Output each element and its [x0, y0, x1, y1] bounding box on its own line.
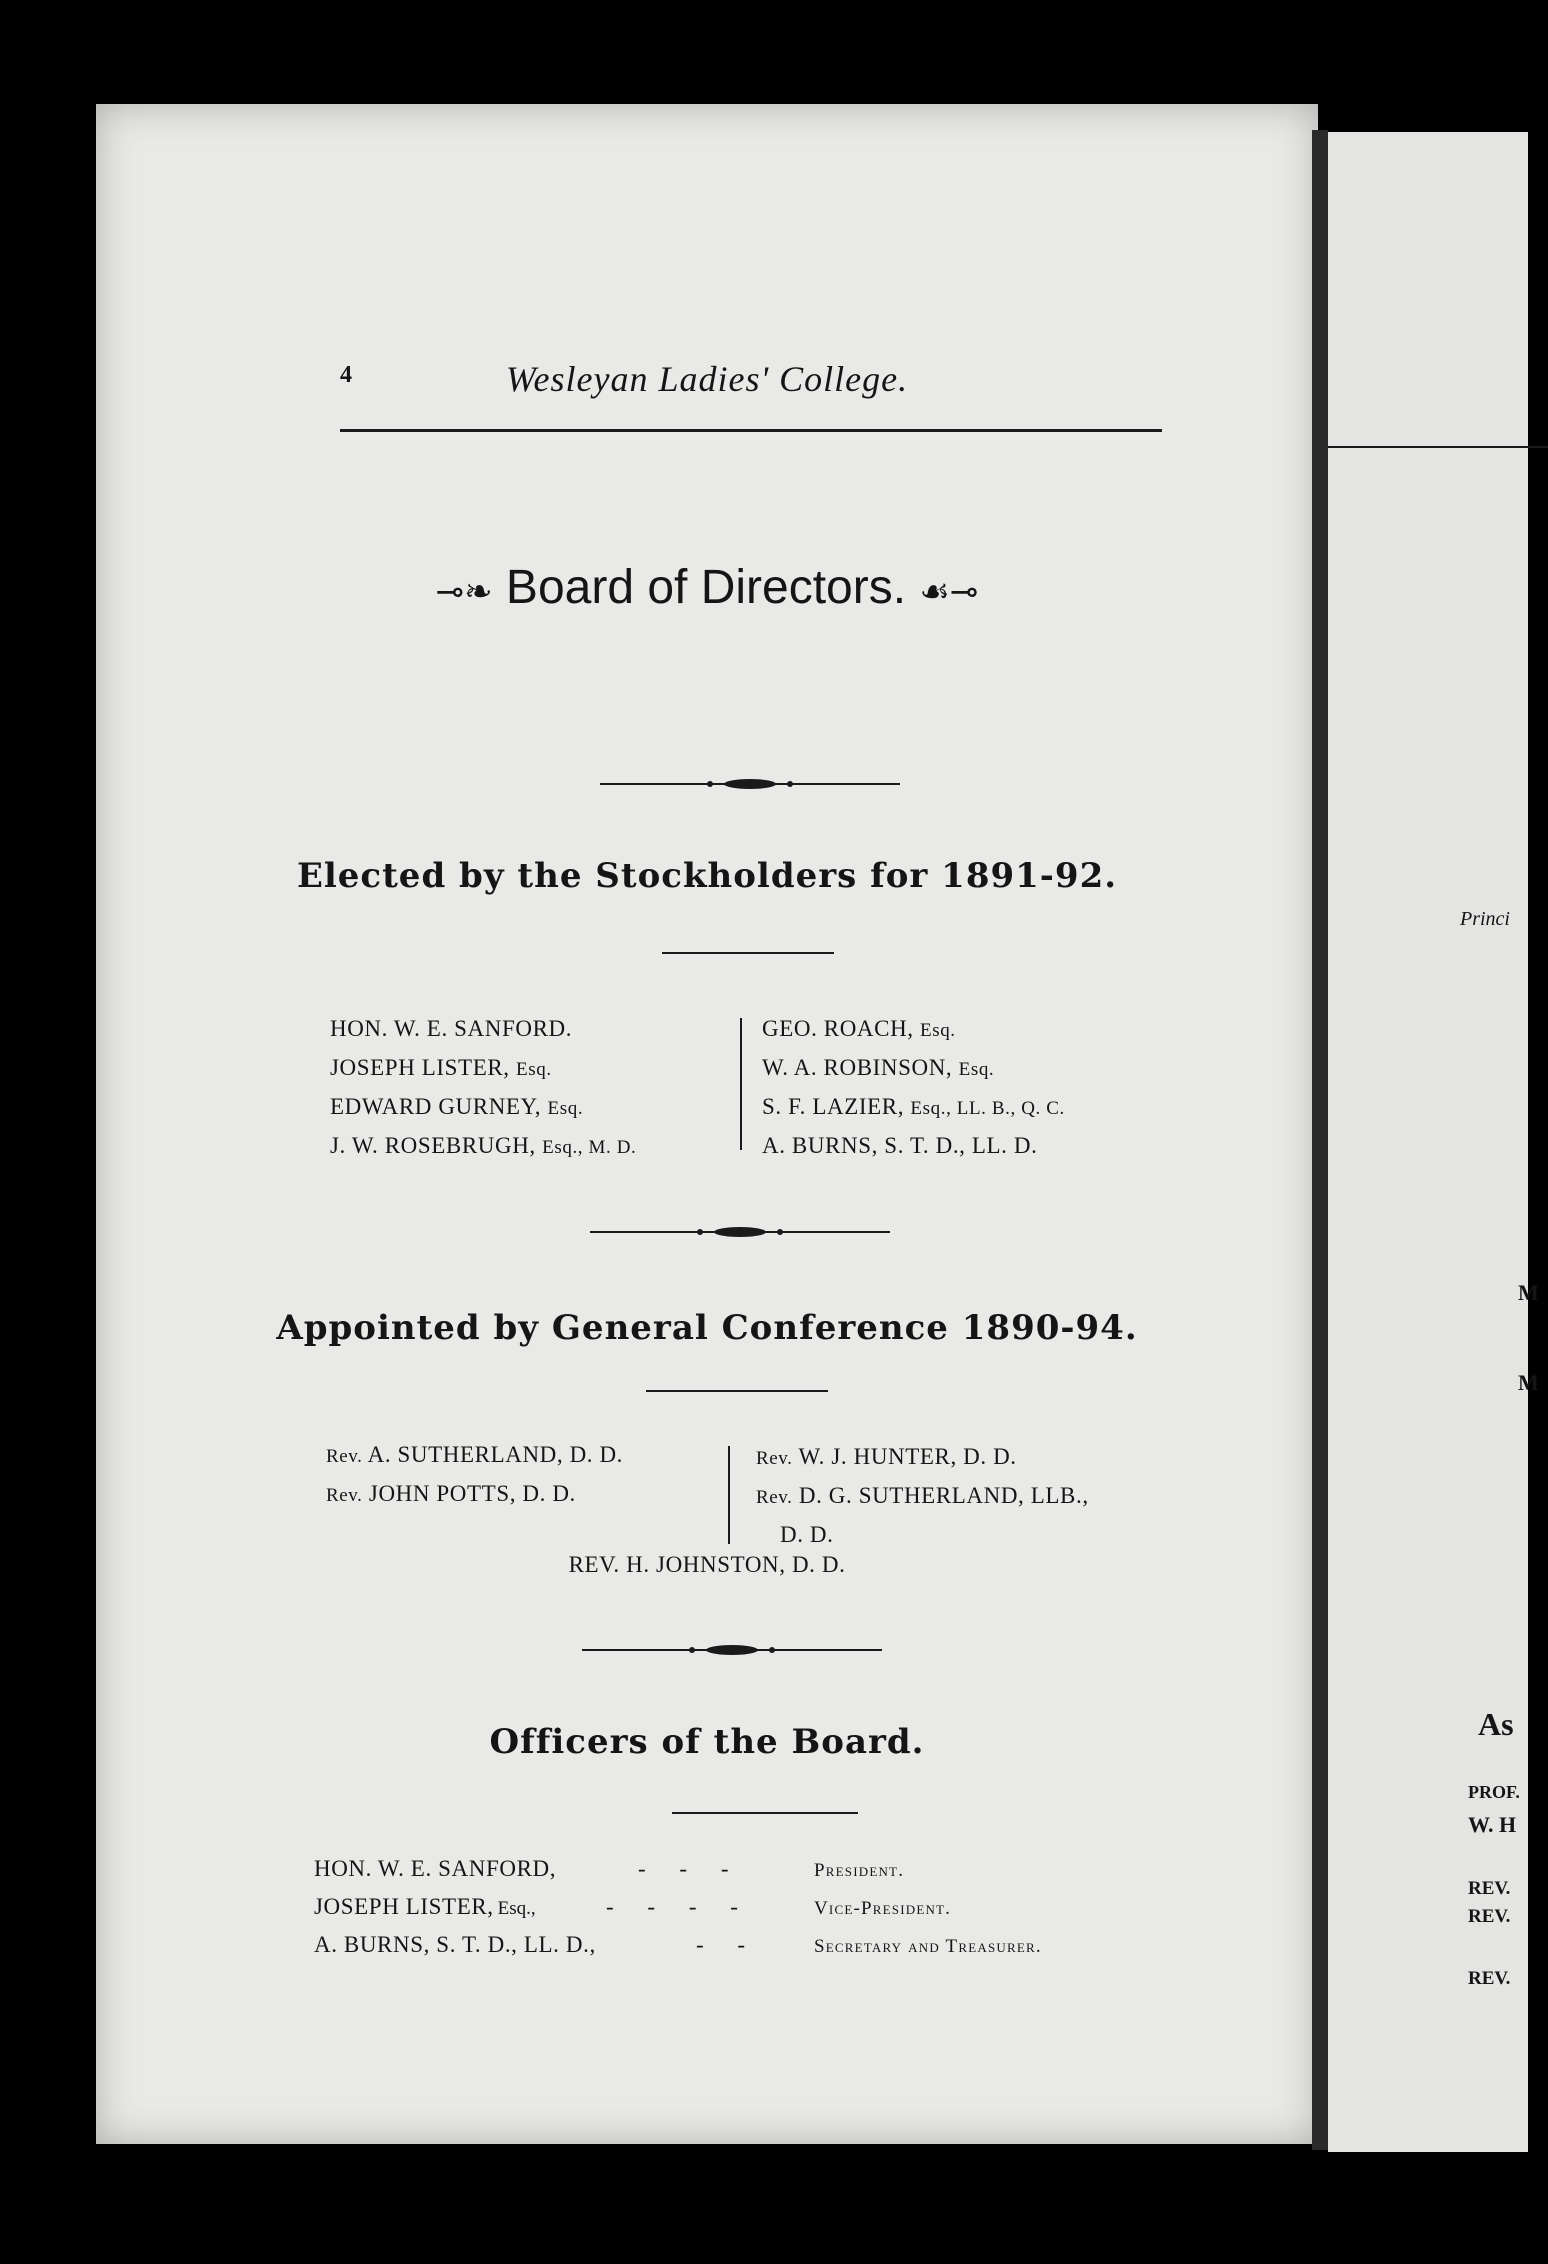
- running-title: Wesleyan Ladies' College.: [505, 359, 909, 399]
- ornament-divider: [600, 776, 900, 792]
- leader-dots: - - -: [638, 1856, 743, 1881]
- appointed-right-column: [756, 1438, 1089, 1553]
- director-entry: Rev. D. G. SUTHERLAND, LLB.,: [756, 1483, 1089, 1508]
- book-page: [96, 104, 1318, 2144]
- section-title: [96, 560, 1318, 615]
- facing-text-fragment: REV.: [1468, 1906, 1511, 1927]
- short-rule: [646, 1390, 828, 1392]
- section-title-text: Board of Directors.: [505, 561, 907, 614]
- officer-role: Secretary and Treasurer.: [814, 1936, 1042, 1957]
- leader-dots: - -: [696, 1932, 760, 1957]
- director-entry: S. F. LAZIER, Esq., LL. B., Q. C.: [762, 1094, 1065, 1119]
- director-entry: Rev. JOHN POTTS, D. D.: [326, 1481, 576, 1506]
- ornament-divider: [590, 1224, 890, 1240]
- facing-text-fragment: Princi: [1460, 908, 1510, 930]
- column-divider: [728, 1446, 730, 1544]
- left-fleuron-icon: ⊸❧: [435, 573, 493, 611]
- director-entry: EDWARD GURNEY, Esq.: [330, 1094, 584, 1119]
- short-rule: [662, 952, 834, 954]
- short-rule: [672, 1812, 858, 1814]
- ornament-divider: [582, 1642, 882, 1658]
- facing-text-fragment: REV.: [1468, 1878, 1511, 1899]
- right-fleuron-icon: ☙⊸: [919, 573, 979, 611]
- facing-text-fragment: W. H: [1468, 1812, 1517, 1837]
- director-entry: D. D.: [780, 1522, 834, 1547]
- leader-dots: - - - -: [606, 1894, 752, 1919]
- officer-role: Vice-President.: [814, 1898, 952, 1919]
- facing-text-fragment: M: [1518, 1370, 1539, 1395]
- elected-left-column: [330, 1010, 636, 1166]
- appointed-heading: Appointed by General Conference 1890-94.: [276, 1308, 1138, 1348]
- officer-role: President.: [814, 1860, 905, 1881]
- column-divider: [740, 1018, 742, 1150]
- facing-header-rule: [1328, 446, 1548, 448]
- director-entry: JOSEPH LISTER, Esq.: [330, 1055, 552, 1080]
- facing-text-fragment: M: [1518, 1280, 1539, 1305]
- director-entry: Rev. A. SUTHERLAND, D. D.: [326, 1442, 624, 1467]
- page-number: 4: [340, 362, 352, 388]
- officer-row: HON. W. E. SANFORD,: [314, 1856, 557, 1881]
- director-entry: W. A. ROBINSON, Esq.: [762, 1055, 995, 1080]
- officers-heading: Officers of the Board.: [489, 1722, 925, 1762]
- elected-heading: Elected by the Stockholders for 1891-92.: [296, 856, 1118, 896]
- officer-row: JOSEPH LISTER, Esq.,: [314, 1894, 536, 1919]
- facing-text-fragment: As: [1478, 1706, 1514, 1742]
- elected-right-column: [762, 1010, 1065, 1166]
- facing-page: [1328, 132, 1539, 2152]
- director-entry: A. BURNS, S. T. D., LL. D.: [762, 1133, 1038, 1158]
- appointed-left-column: [326, 1436, 623, 1514]
- appointed-center-entry: REV. H. JOHNSTON, D. D.: [568, 1552, 846, 1577]
- book-gutter: [1312, 130, 1328, 2150]
- director-entry: Rev. W. J. HUNTER, D. D.: [756, 1444, 1017, 1469]
- facing-text-fragment: REV.: [1468, 1968, 1511, 1989]
- director-entry: J. W. ROSEBRUGH, Esq., M. D.: [330, 1133, 637, 1158]
- facing-text-fragment: PROF.: [1468, 1782, 1520, 1802]
- director-entry: GEO. ROACH, Esq.: [762, 1016, 956, 1041]
- director-entry: HON. W. E. SANFORD.: [330, 1016, 573, 1041]
- header-rule: [340, 429, 1162, 432]
- officer-row: A. BURNS, S. T. D., LL. D.,: [314, 1932, 596, 1957]
